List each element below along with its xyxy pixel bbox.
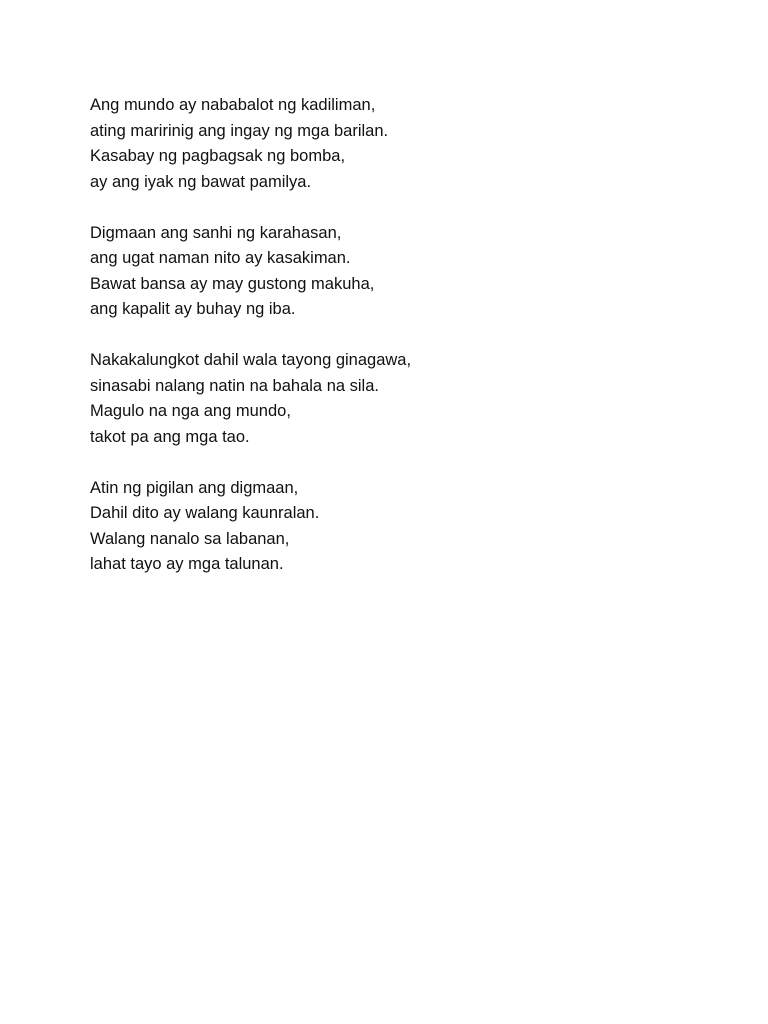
poem-line: Magulo na nga ang mundo, (90, 402, 291, 420)
poem-line: Kasabay ng pagbagsak ng bomba, (90, 147, 346, 165)
poem-line: lahat tayo ay mga talunan. (90, 555, 284, 573)
stanza-1 (90, 93, 710, 195)
poem-line: takot pa ang mga tao. (90, 427, 250, 446)
poem-line: Walang nanalo sa labanan, (90, 529, 290, 548)
poem-line: ating maririnig ang ingay ng mga barilan. (90, 121, 389, 140)
poem-line: Bawat bansa ay may gustong makuha, (90, 274, 375, 293)
stanza-2 (90, 221, 710, 323)
poem-line: ang kapalit ay buhay ng iba. (90, 300, 296, 318)
poem-line: Atin ng pigilan ang digmaan, (90, 478, 299, 497)
poem-line: Nakakalungkot dahil wala tayong ginagawa, (90, 351, 412, 369)
poem-line: Dahil dito ay walang kaunralan. (90, 504, 320, 522)
poem-line: sinasabi nalang natin na bahala na sila. (90, 376, 379, 395)
stanza-3 (90, 348, 710, 450)
poem-line: Ang mundo ay nababalot ng kadiliman, (90, 96, 376, 114)
poem-line: ay ang iyak ng bawat pamilya. (90, 172, 312, 191)
poem-line: ang ugat naman nito ay kasakiman. (90, 249, 351, 267)
poem-body (90, 93, 710, 578)
poem-line: Digmaan ang sanhi ng karahasan, (90, 223, 342, 242)
stanza-4 (90, 476, 710, 578)
